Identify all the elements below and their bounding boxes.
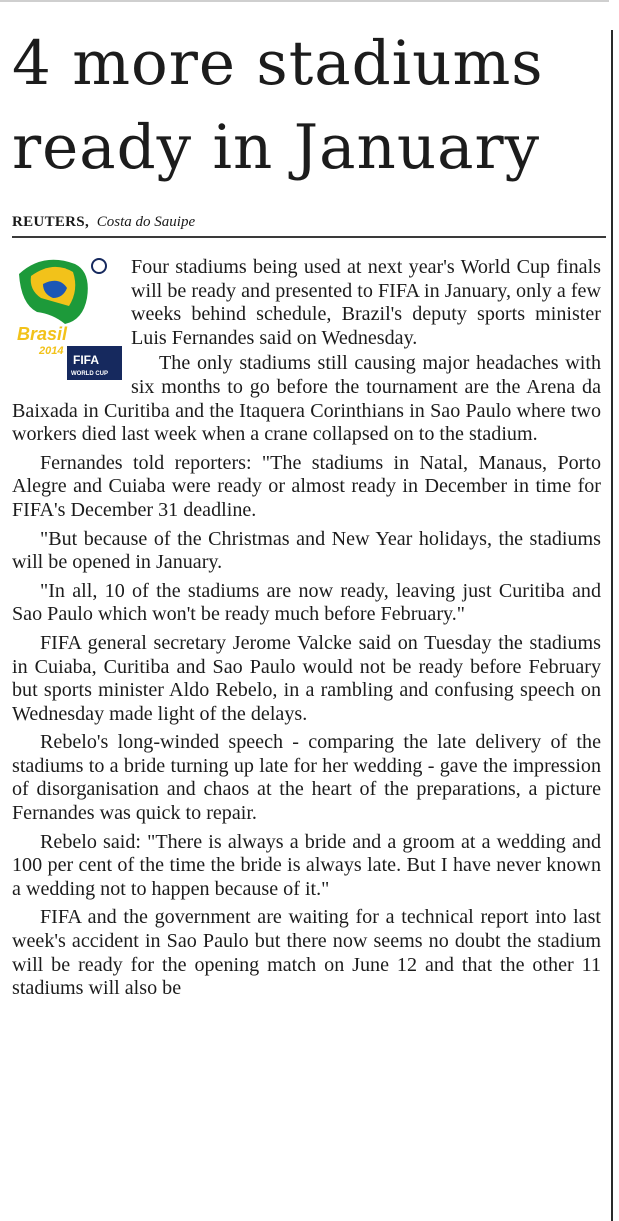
paragraph: FIFA and the government are waiting for a technical report into last week's accident in Sao Paulo but there now seems no doubt the stadium will be ready for the opening match on June 12 and that the other 11 stadiums will also be [12, 906, 601, 1000]
byline [12, 214, 606, 238]
paragraph: Rebelo said: "There is always a bride and a groom at a wedding and 100 per cent of the time the bride is always late. But I have never known a wedding not to happen because of it." [12, 830, 601, 900]
logo-worldcup-text: WORLD CUP [71, 371, 108, 377]
article-body [12, 256, 601, 1006]
paragraph: "In all, 10 of the stadiums are now ready, leaving just Curitiba and Sao Paulo which won't be ready much before February." [12, 579, 601, 626]
paragraph: FIFA general secretary Jerome Valcke said on Tuesday the stadiums in Cuiaba, Curitiba and Sao Paulo would not be ready before February but sports minister Aldo Rebelo, in a rambling and confusing speech on Wednesday made light of the delays. [12, 631, 601, 725]
paragraph: Rebelo's long-winded speech - comparing the late delivery of the stadiums to a bride turning up late for her wedding - gave the impression of disorganisation and chaos at the heart of the preparations, a picture Fernandes was quick to repair. [12, 731, 601, 825]
paragraph: "But because of the Christmas and New Year holidays, the stadiums will be opened in January. [12, 527, 601, 574]
paragraph: Four stadiums being used at next year's World Cup finals will be ready and presented to FIFA in January, only a few weeks behind schedule, Brazil's deputy sports minister Luis Fernandes said on Wednesday. [131, 256, 601, 349]
paragraph: The only stadiums still causing major headaches with six months to go before the tournament are the Arena da Baixada in Curitiba and the Itaquera Corinthians in Sao Paulo where two workers died last week when a crane collapsed on to the stadium. [12, 352, 601, 446]
byline-agency: REUTERS, [12, 214, 90, 230]
byline-dateline: Costa do Sauipe [96, 214, 196, 230]
logo-fifa-text: FIFA [73, 353, 99, 367]
paragraph: Fernandes told reporters: "The stadiums in Natal, Manaus, Porto Alegre and Cuiaba were ready or almost ready in December in time for FIFA's December 31 deadline. [12, 451, 601, 521]
headline: 4 more stadiums ready in January [12, 28, 544, 183]
top-rule [0, 0, 609, 2]
logo-brasil-text: Brasil [17, 324, 68, 344]
logo-year-text: 2014 [39, 345, 64, 357]
column-rule [611, 30, 613, 1221]
